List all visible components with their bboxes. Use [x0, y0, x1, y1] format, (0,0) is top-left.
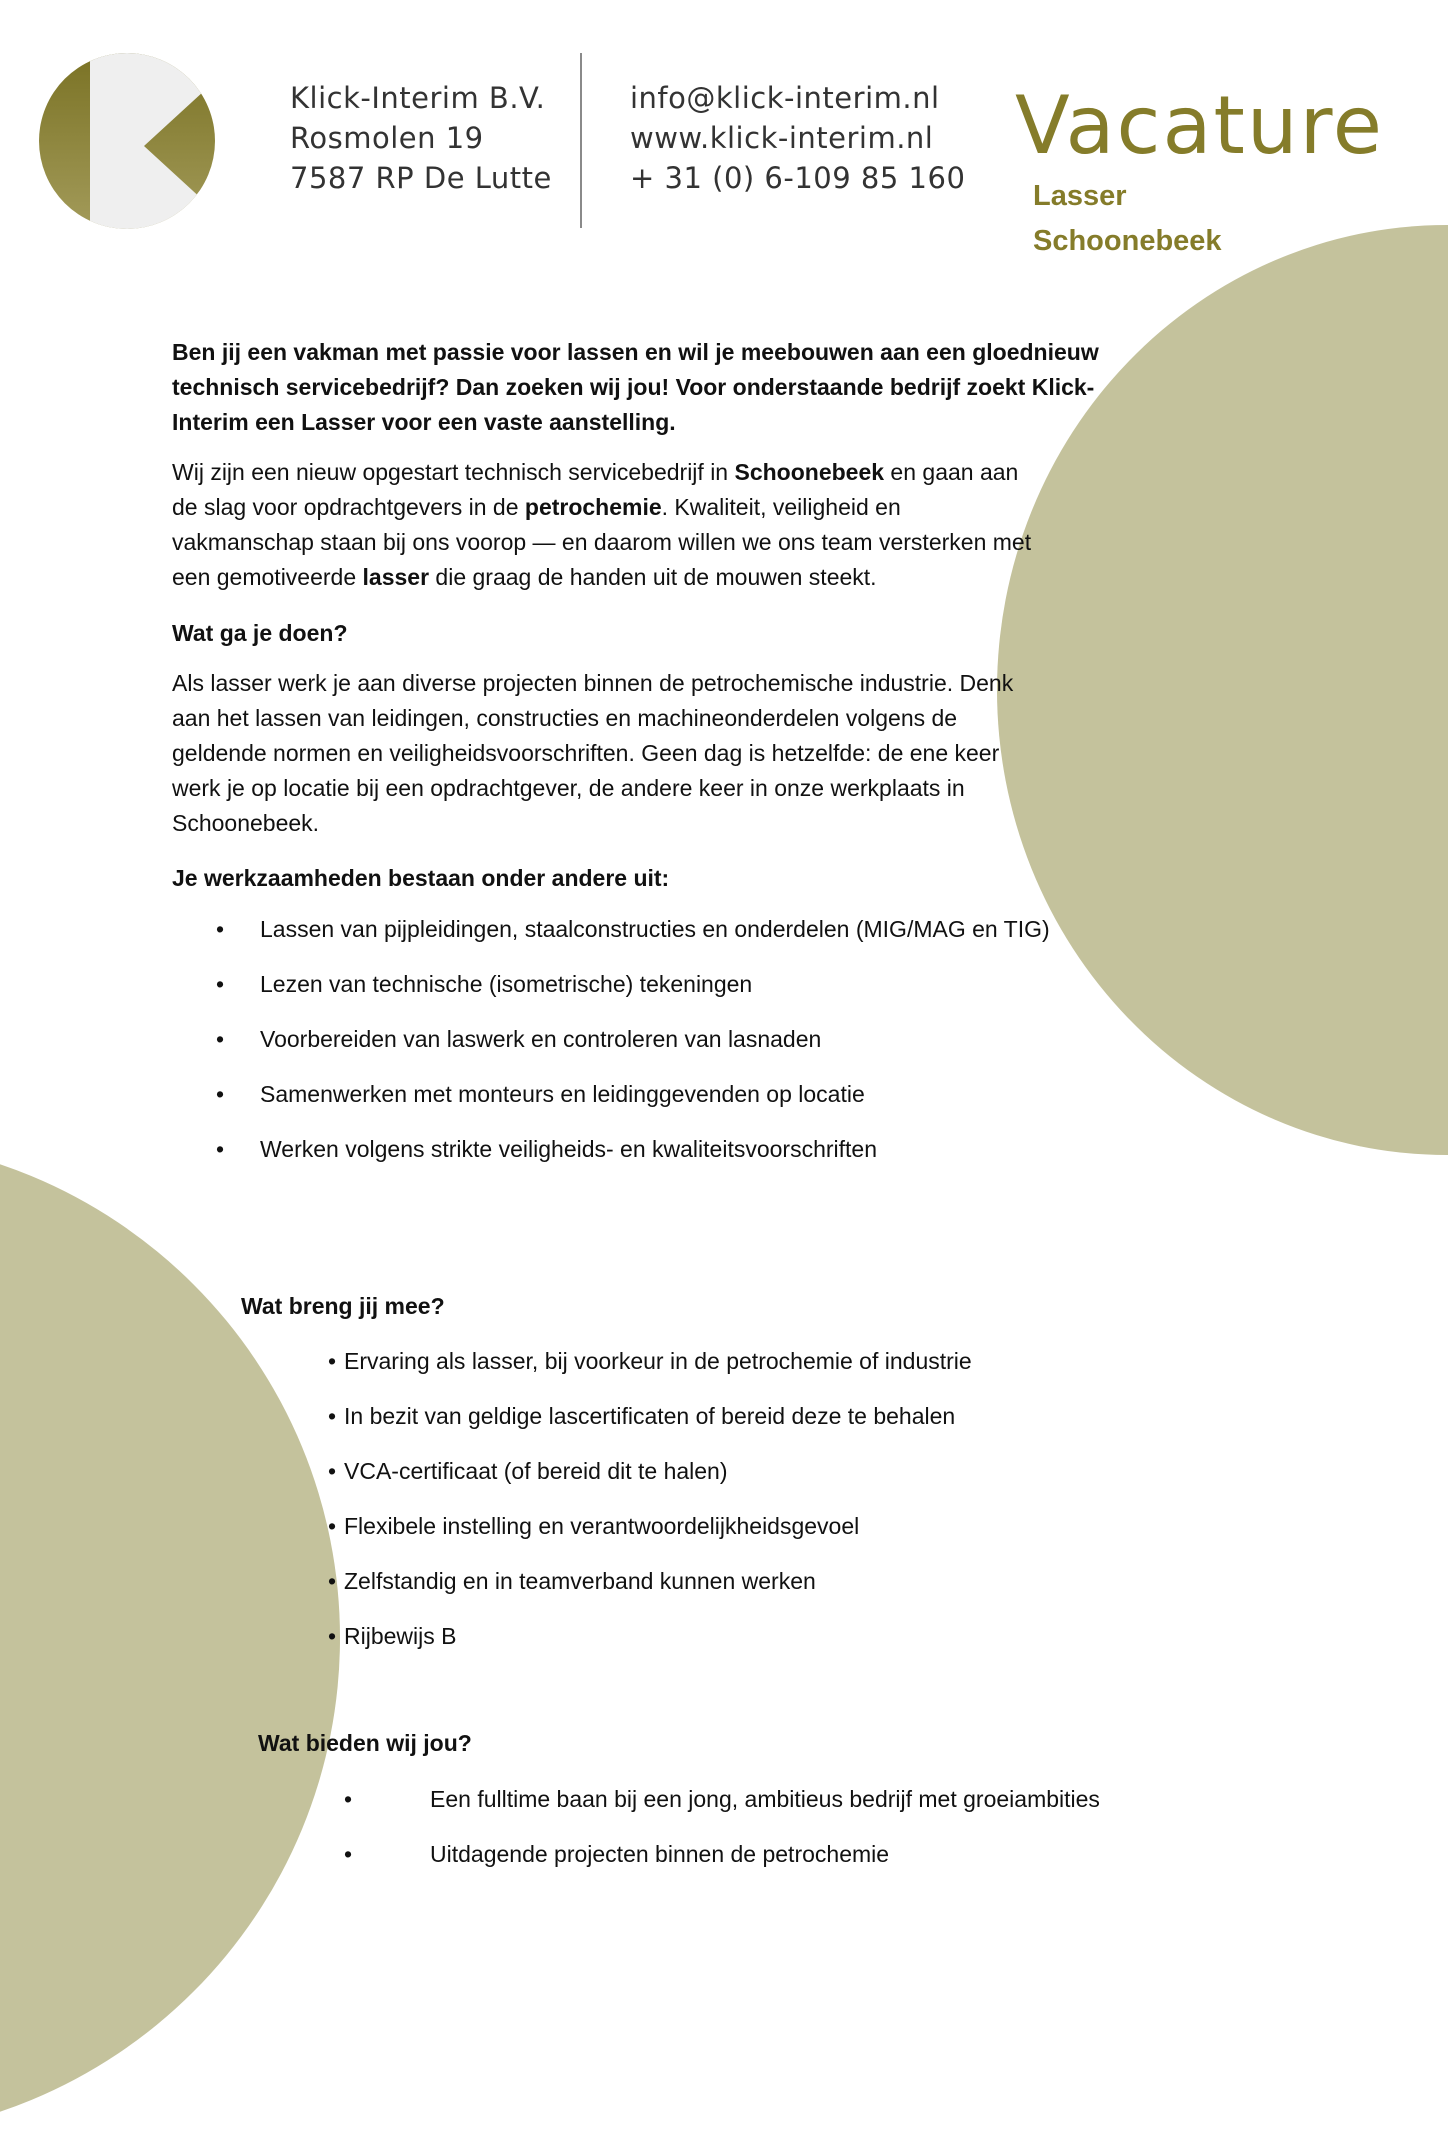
contact-info — [630, 78, 965, 198]
about-text-2: en gaan aan de slag voor opdrachtgevers in de — [172, 459, 1019, 520]
tasks-list — [172, 912, 1172, 1167]
list-item: • In bezit van geldige lascertificaten of bereid deze te behalen — [328, 1399, 972, 1434]
list-item: • Werken volgens strikte veiligheids- en kwaliteitsvoorschriften — [172, 1132, 1172, 1167]
email-link[interactable]: info@klick-interim.nl — [630, 81, 940, 115]
decorative-circle-left — [0, 1138, 340, 2138]
list-item: • Ervaring als lasser, bij voorkeur in de petrochemie of industrie — [328, 1344, 972, 1379]
about-bold-2: petrochemie — [524, 494, 662, 520]
job-location: Schoonebeek — [1033, 225, 1222, 257]
phone-number: + 31 (0) 6-109 85 160 — [630, 161, 966, 195]
about-text-4: die graag de handen uit de mouwen steekt. — [429, 564, 877, 590]
website-link[interactable]: www.klick-interim.nl — [630, 121, 934, 155]
list-item: • Een fulltime baan bij een jong, ambitieus bedrijf met groeiambities — [344, 1782, 1100, 1817]
job-subtitle — [1033, 174, 1222, 264]
bieden-heading: Wat bieden wij jou? — [258, 1730, 472, 1756]
company-city: 7587 RP De Lutte — [290, 161, 552, 195]
about-text-1: Wij zijn een nieuw opgestart technisch servicebedrijf in — [172, 459, 735, 485]
about-bold-1: Schoonebeek — [734, 459, 885, 485]
list-item: • Flexibele instelling en verantwoordelijkheidsgevoel — [328, 1509, 972, 1544]
about-text-3: . Kwaliteit, veiligheid en vakmanschap staan bij ons voorop — en daarom willen we ons team versterken met een gemotiveerde — [172, 494, 1032, 590]
list-item: • Uitdagende projecten binnen de petrochemie — [344, 1837, 1100, 1872]
tasks-heading: Je werkzaamheden bestaan onder andere uit: — [172, 865, 670, 891]
mee-heading: Wat breng jij mee? — [241, 1293, 445, 1319]
about-paragraph — [172, 455, 1032, 595]
company-address — [290, 78, 552, 198]
page-title: Vacature — [1015, 79, 1384, 172]
intro-paragraph: Ben jij een vakman met passie voor lassen en wil je meebouwen aan een gloednieuw technisch servicebedrijf? Dan zoeken wij jou! Voor onderstaande bedrijf zoekt Klick-Interim een Lasser voor een vaste aanstelling. — [172, 339, 1099, 435]
list-item: • Lassen van pijpleidingen, staalconstructies en onderdelen (MIG/MAG en TIG) — [172, 912, 1172, 947]
mee-list — [328, 1344, 972, 1674]
list-item: • Voorbereiden van laswerk en controleren van lasnaden — [172, 1022, 1172, 1057]
klick-logo-icon — [38, 52, 216, 230]
doen-heading: Wat ga je doen? — [172, 620, 348, 646]
list-item: • Zelfstandig en in teamverband kunnen werken — [328, 1564, 972, 1599]
list-item: • VCA-certificaat (of bereid dit te halen) — [328, 1454, 972, 1489]
doen-paragraph: Als lasser werk je aan diverse projecten binnen de petrochemische industrie. Denk aan het lassen van leidingen, constructies en machineonderdelen volgens de geldende normen en veiligheidsvoorschriften. Geen dag is hetzelfde: de ene keer werk je op locatie bij een opdrachtgever, de andere keer in onze werkplaats in Schoonebeek. — [172, 670, 1014, 836]
list-item: • Lezen van technische (isometrische) tekeningen — [172, 967, 1172, 1002]
company-name: Klick-Interim B.V. — [290, 81, 546, 115]
vacancy-body — [172, 335, 1172, 1187]
list-item: • Samenwerken met monteurs en leidinggevenden op locatie — [172, 1077, 1172, 1112]
header-divider — [580, 53, 582, 228]
job-title: Lasser — [1033, 180, 1127, 212]
company-street: Rosmolen 19 — [290, 121, 484, 155]
about-bold-3: lasser — [362, 564, 430, 590]
bieden-list — [344, 1782, 1100, 1892]
list-item: • Rijbewijs B — [328, 1619, 972, 1654]
